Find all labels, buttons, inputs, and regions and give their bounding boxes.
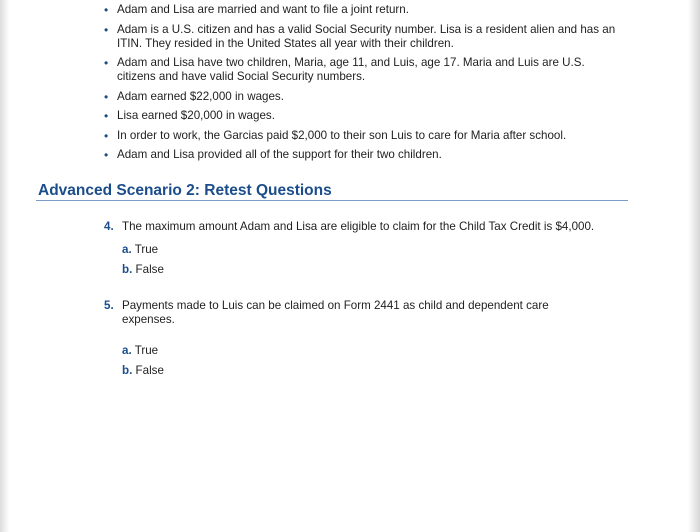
list-item: • In order to work, the Garcias paid $2,000 to their son Luis to care for Maria after school. bbox=[104, 128, 567, 143]
question-number: 5. bbox=[104, 299, 114, 312]
bullet-icon: • bbox=[104, 148, 109, 162]
bullet-icon: • bbox=[104, 109, 109, 123]
option-letter: a. bbox=[122, 243, 132, 256]
option-label: True bbox=[134, 243, 159, 256]
option-letter: b. bbox=[122, 364, 133, 377]
bullet-icon: • bbox=[104, 89, 109, 104]
list-item: • Adam earned $22,000 in wages. bbox=[104, 89, 284, 104]
scenario-facts-list bbox=[104, 3, 624, 168]
option-letter: a. bbox=[122, 344, 132, 357]
question-text: Payments made to Luis can be claimed on Form 2441 as child and dependent care expenses. bbox=[122, 299, 549, 326]
question-5 bbox=[104, 299, 628, 378]
bullet-icon: • bbox=[104, 3, 109, 17]
list-item: • Adam and Lisa are married and want to file a joint return. bbox=[104, 3, 409, 17]
option-label: True bbox=[134, 344, 159, 357]
bullet-icon: • bbox=[104, 22, 109, 37]
answer-option-true[interactable] bbox=[122, 243, 628, 257]
answer-option-false[interactable] bbox=[122, 263, 628, 277]
section-title: Advanced Scenario 2: Retest Questions bbox=[38, 182, 332, 199]
question-4 bbox=[104, 220, 628, 277]
bullet-icon: • bbox=[104, 128, 109, 143]
page-left-shadow bbox=[0, 0, 10, 532]
answer-option-false[interactable] bbox=[122, 364, 628, 378]
option-label: False bbox=[135, 263, 164, 276]
answer-option-true[interactable] bbox=[122, 344, 628, 358]
question-text: The maximum amount Adam and Lisa are eligible to claim for the Child Tax Credit is $4,000. bbox=[122, 220, 595, 233]
list-item: • Adam is a U.S. citizen and has a valid Social Security number. Lisa is a resident alien and has an ITIN. They resided in the United States all year with their children. bbox=[104, 22, 616, 50]
list-item: • Lisa earned $20,000 in wages. bbox=[104, 109, 275, 123]
question-number: 4. bbox=[104, 220, 114, 233]
option-letter: b. bbox=[122, 263, 133, 276]
bullet-icon: • bbox=[104, 56, 109, 70]
option-label: False bbox=[135, 364, 164, 377]
list-item: • Adam and Lisa provided all of the support for their two children. bbox=[104, 148, 442, 162]
list-item: • Adam and Lisa have two children, Maria, age 11, and Luis, age 17. Maria and Luis are U.S. citizens and have valid Social Security numbers. bbox=[104, 56, 585, 83]
page-right-shadow bbox=[688, 0, 700, 532]
section-divider bbox=[36, 200, 628, 201]
